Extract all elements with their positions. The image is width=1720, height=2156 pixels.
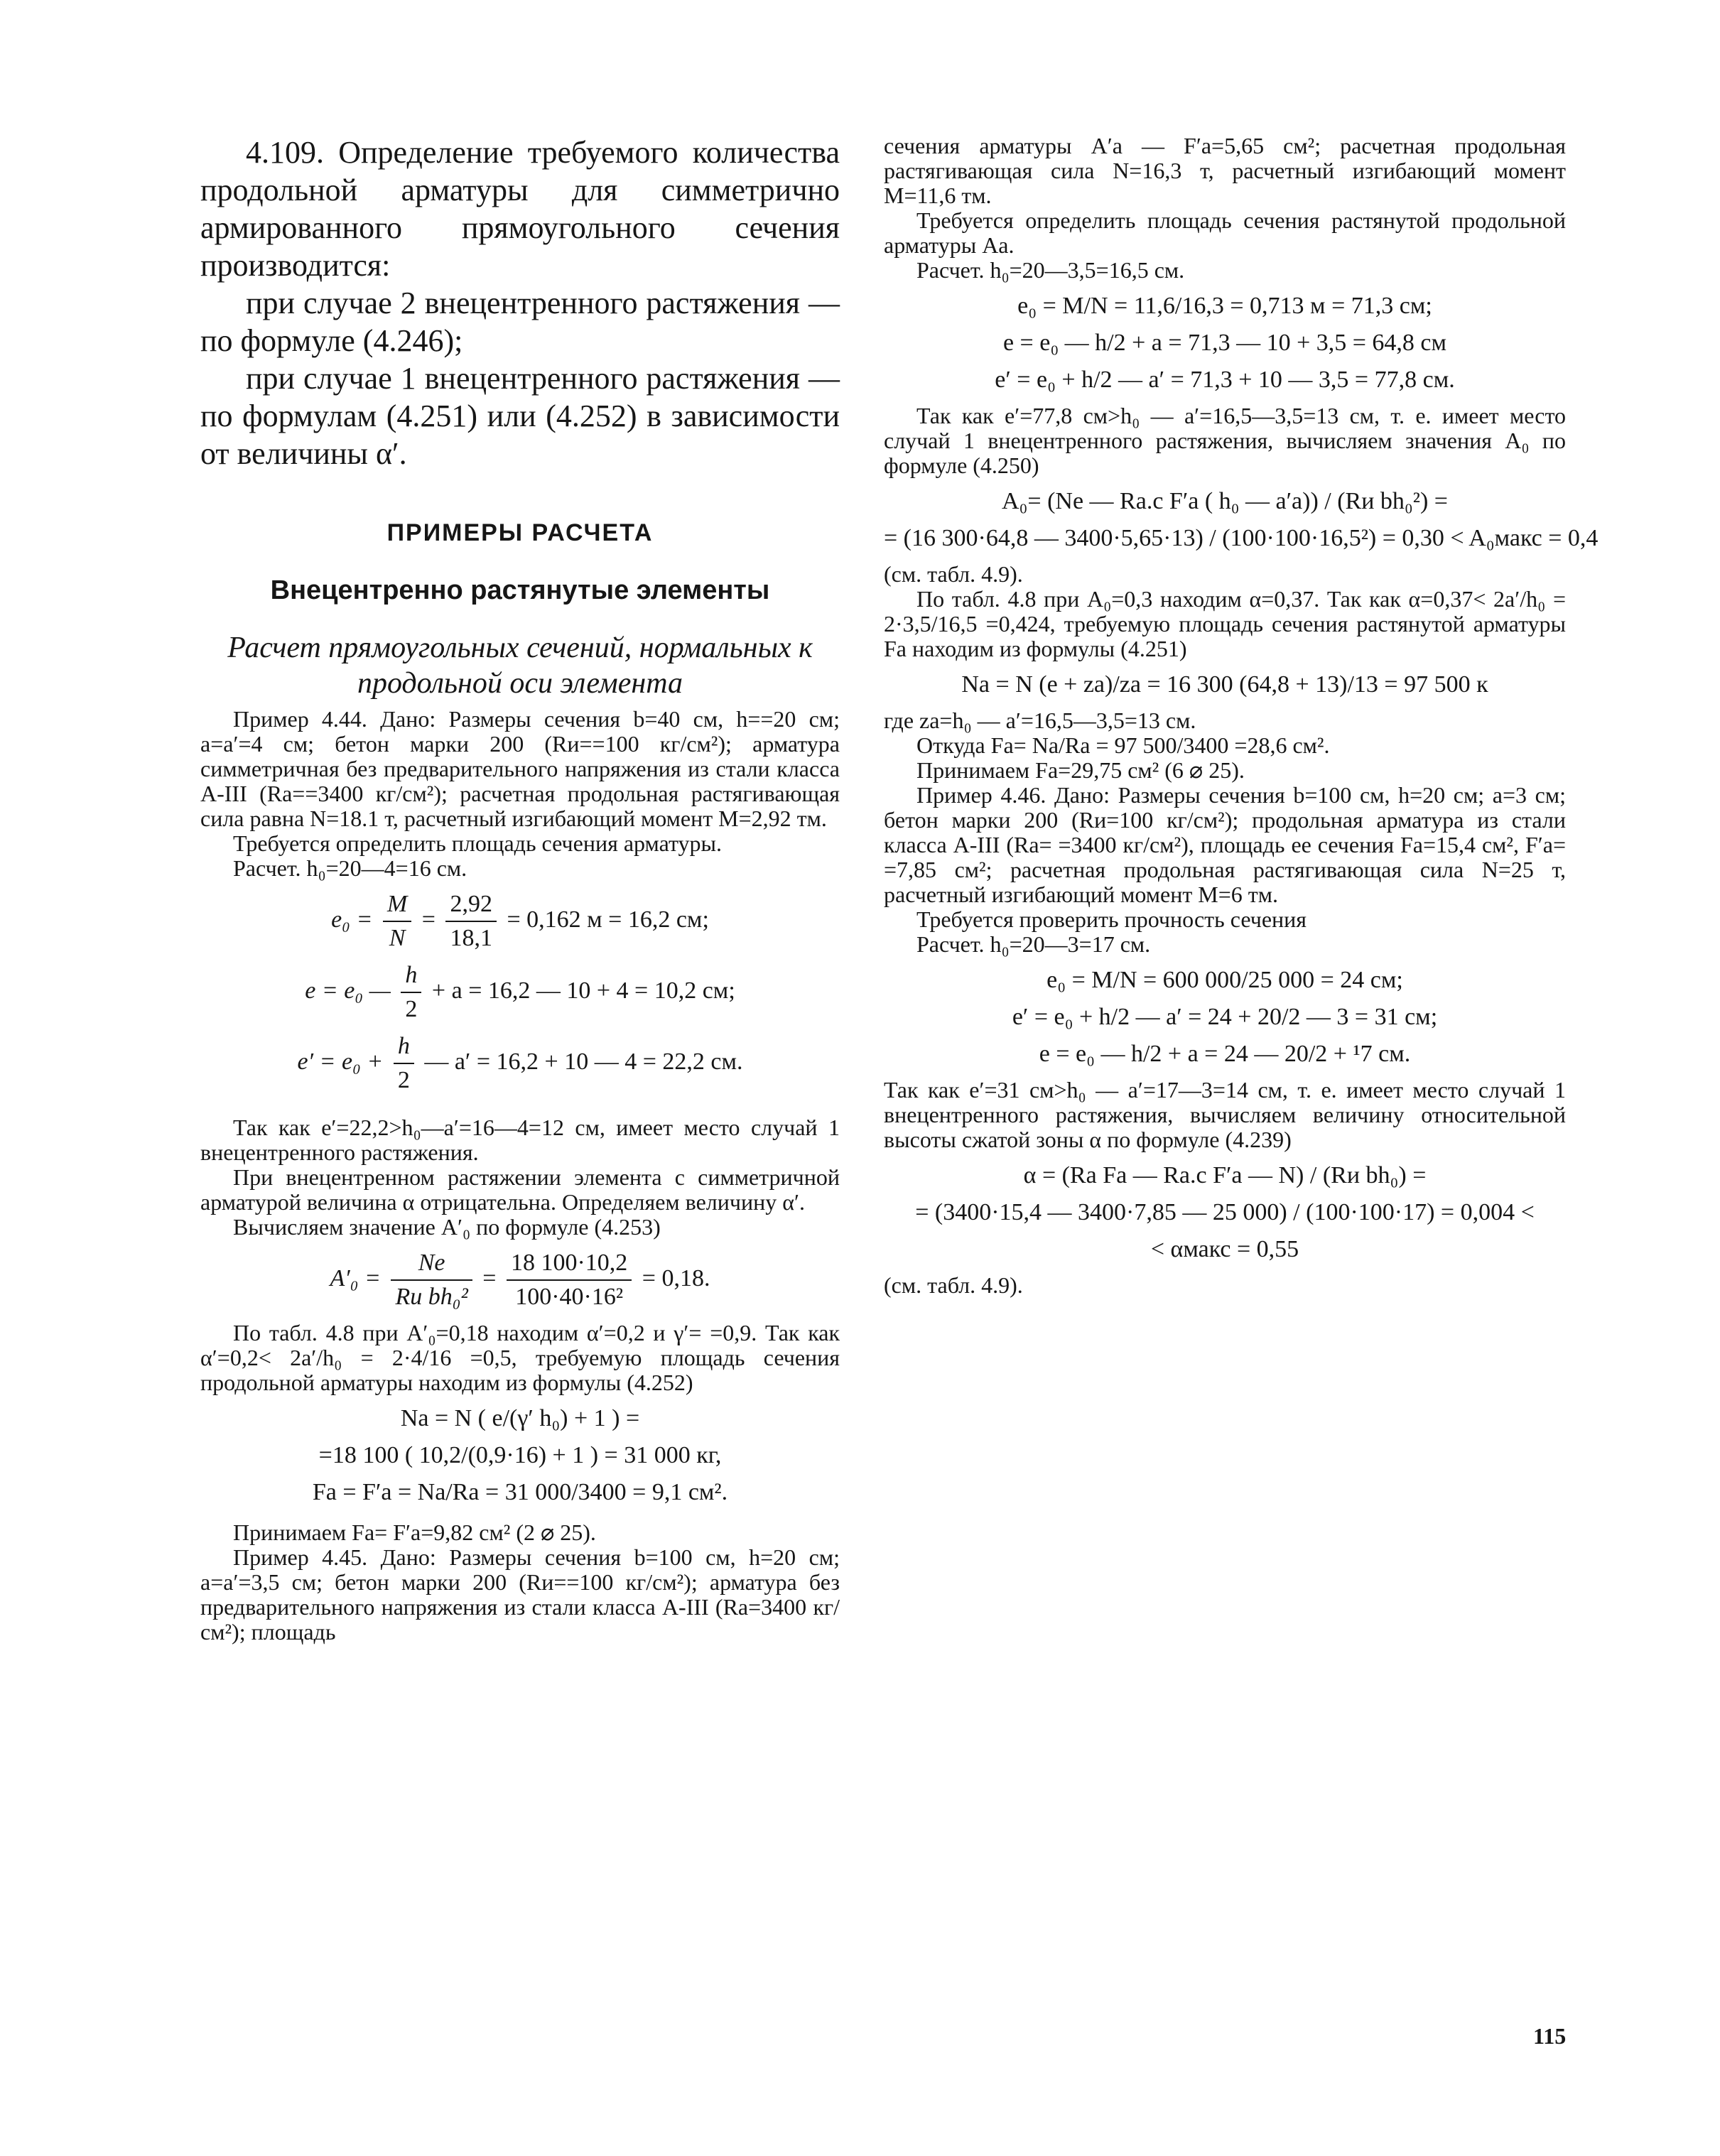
- formula-rhs: + a = 16,2 — 10 + 4 = 10,2 см;: [431, 977, 735, 1004]
- formula-e-3: e = e₀ — h/2 + a = 24 — 20/2 + ¹7 см.: [1039, 1041, 1411, 1067]
- fraction: [401, 962, 421, 1023]
- denominator: 100·40·16²: [515, 1284, 624, 1310]
- denominator: 2: [405, 996, 418, 1022]
- formula-na-2: Nа = N (e + zа)/zа = 16 300 (64,8 + 13)/13 = 97 500 к: [961, 671, 1488, 698]
- formula-lhs: e′ = e₀ +: [297, 1048, 384, 1075]
- right-column: [884, 133, 1599, 1298]
- paragraph-case2: при случае 2 внецентренного растяжения — по формуле (4.246);: [200, 286, 840, 358]
- formula-e-2: e = e₀ — h/2 + a = 71,3 — 10 + 3,5 = 64,8 см: [1002, 330, 1447, 356]
- example-4-45: Пример 4.45. Дано: Размеры сечения b=100 см, h=20 см; a=a′=3,5 см; бетон марки 200 (Rи==100 кг/см²); арматура без предварительного напряжения из стали класса A-III (Rа=3400 кг/см²); площадь: [200, 1544, 840, 1645]
- formula-rhs: — a′ = 16,2 + 10 — 4 = 22,2 см.: [424, 1048, 743, 1075]
- formula-na: Nа = N ( e/(γ′ h₀) + 1 ) =: [400, 1405, 640, 1431]
- fraction: [394, 1033, 414, 1094]
- formula-a0-value: = (16 300·64,8 — 3400·5,65·13) / (100·100·16,5²) = 0,30 < A₀макс = 0,4: [884, 525, 1599, 551]
- formula-lhs: e = e₀ —: [305, 977, 391, 1004]
- formula-lhs: e₀ =: [331, 906, 373, 933]
- formula-a0-2: A₀= (Ne — Rа.с F′а ( h₀ — a′а)) / (Rи bh₀²) =: [1002, 488, 1448, 514]
- paragraph-where: где zа=h₀ — a′=16,5—3,5=13 см.: [884, 708, 1196, 733]
- paragraph-accept-2: Принимаем Fа=29,75 см² (6 ⌀ 25).: [916, 757, 1245, 783]
- formula-alpha-value: = (3400·15,4 — 3400·7,85 — 25 000) / (100·100·17) = 0,004 <: [915, 1199, 1535, 1225]
- formula-lhs: A′₀ =: [330, 1264, 381, 1291]
- fraction: [391, 1250, 472, 1311]
- formula-alpha-max: < αмакс = 0,55: [1150, 1236, 1299, 1262]
- numerator: 18 100·10,2: [507, 1250, 632, 1281]
- formula-rhs: = 0,162 м = 16,2 см;: [507, 906, 709, 933]
- fraction: [445, 891, 497, 952]
- paragraph-accept: Принимаем Fа= F′а=9,82 см² (2 ⌀ 25).: [233, 1520, 596, 1545]
- formula-e0-3: e₀ = M/N = 600 000/25 000 = 24 см;: [1046, 967, 1403, 993]
- paragraph-case-2: Так как e′=77,8 см>h₀ — a′=16,5—3,5=13 см, т. е. имеет место случай 1 внецентренного растяжения, вычисляем значения A₀ по формуле (4.250): [884, 403, 1566, 478]
- formula-fa: Fа = F′а = Nа/Rа = 31 000/3400 = 9,1 см².: [312, 1479, 728, 1505]
- paragraph-continuation: сечения арматуры A′а — F′а=5,65 см²; расчетная продольная растягивающая сила N=16,3 т, расчетный изгибающий момент M=11,6 тм.: [884, 133, 1566, 208]
- paragraph-case-3: Так как e′=31 см>h₀ — a′=17—3=14 см, т. е. имеет место случай 1 внецентренного растяжения, вычисляем величину относительной высоты сжатой зоны α по формуле (4.239): [884, 1077, 1566, 1152]
- numerator: Ne: [391, 1250, 472, 1281]
- see-table-2: (см. табл. 4.9).: [884, 1272, 1023, 1298]
- see-table-1: (см. табл. 4.9).: [884, 561, 1023, 587]
- formula-na-value: =18 100 ( 10,2/(0,9·16) + 1 ) = 31 000 кг,: [318, 1442, 722, 1468]
- denominator: 2: [397, 1067, 410, 1093]
- numerator: M: [383, 891, 411, 922]
- requirement-3: Требуется проверить прочность сечения: [916, 906, 1307, 932]
- subsection-title: Внецентренно растянутые элементы: [270, 575, 770, 605]
- formula-e-prime-2: e′ = e₀ + h/2 — a′ = 71,3 + 10 — 3,5 = 77,8 см.: [995, 367, 1455, 393]
- formula-e0: e₀ = $\frac{M}{N}$ = $\frac{2,92}{18,1}$ = 0,162 м = 16,2 см;: [331, 891, 709, 951]
- formula-a0: A′₀ = $\frac{Ne}{\text{Rи bh₀²}}$ = $\frac{18 100\cdot 10,2}{\text{100·40·16²}}$ = 0,18.: [330, 1250, 710, 1310]
- example-4-46: Пример 4.46. Дано: Размеры сечения b=100 см, h=20 см; a=3 см; бетон марки 200 (Rи=100 кг/см²); продольная арматура из стали класса A-III (Rа= =3400 кг/см²), площадь ее сечения Fа=15,4 см², F′а= =7,85 см²; расчетная продольная растягивающая сила N=25 т, расчетный изгибающий момент M=6 тм.: [884, 782, 1567, 907]
- calc-1: Расчет. h₀=20—4=16 см.: [233, 855, 467, 881]
- requirement-1: Требуется определить площадь сечения арматуры.: [233, 830, 722, 856]
- paragraph-4-109: 4.109. Определение требуемого количества продольной арматуры для симметрично армированного прямоугольного сечения производится:: [200, 135, 840, 283]
- requirement-2: Требуется определить площадь сечения растянутой продольной арматуры Aа.: [884, 207, 1566, 258]
- numerator: 2,92: [445, 891, 497, 922]
- formula-e0-2: e₀ = M/N = 11,6/16,3 = 0,713 м = 71,3 см;: [1017, 293, 1432, 319]
- fraction: [383, 891, 411, 952]
- section-title: ПРИМЕРЫ РАСЧЕТА: [386, 519, 654, 546]
- left-column: [200, 134, 840, 1645]
- paragraph-case1: при случае 1 внецентренного растяжения — по формулам (4.251) или (4.252) в зависимости от величины α′.: [200, 361, 840, 471]
- fraction: [507, 1250, 632, 1311]
- paragraph-table: По табл. 4.8 при A′₀=0,18 находим α′=0,2 и γ′= =0,9. Так как α′=0,2< 2a′/h₀ = 2·4/16 =0,5, требуемую площадь сечения продольной арматуры находим из формулы (4.252): [200, 1320, 840, 1395]
- example-4-44: Пример 4.44. Дано: Размеры сечения b=40 см, h==20 см; a=a′=4 см; бетон марки 200 (Rи==100 кг/см²); арматура симметричная без предварительного напряжения из стали класса A-III (Rа==3400 кг/см²); расчетная продольная растягивающая сила равна N=18.1 т, расчетный изгибающий момент M=2,92 тм.: [200, 706, 840, 831]
- page-number: 115: [1533, 2023, 1567, 2049]
- formula-e-prime: [200, 1033, 840, 1094]
- denominator: Rи bh₀²: [395, 1284, 468, 1310]
- denominator: 18,1: [450, 925, 492, 951]
- formula-e-prime-3: e′ = e₀ + h/2 — a′ = 24 + 20/2 — 3 = 31 см;: [1012, 1004, 1438, 1030]
- formula-rhs: = 0,18.: [642, 1264, 710, 1291]
- formula-alpha: α = (Rа Fа — Rа.с F′а — N) / (Rи bh₀) =: [1023, 1162, 1427, 1188]
- numerator: h: [401, 962, 421, 993]
- paragraph-whence: Откуда Fа= Nа/Rа = 97 500/3400 =28,6 см².: [916, 732, 1330, 758]
- calc-3: Расчет. h₀=20—3=17 см.: [916, 931, 1151, 957]
- numerator: h: [394, 1033, 414, 1064]
- calc-2: Расчет. h₀=20—3,5=16,5 см.: [916, 257, 1185, 283]
- paragraph-case: Так как e′=22,2>h₀—a′=16—4=12 см, имеет место случай 1 внецентренного растяжения.: [200, 1115, 840, 1165]
- paragraph-symmetric: При внецентренном растяжении элемента с симметричной арматурой величина α отрицательна. Определяем величину α′.: [200, 1164, 840, 1215]
- italic-title: Расчет прямоугольных сечений, нормальных к продольной оси элемента: [227, 632, 813, 700]
- denominator: N: [389, 925, 406, 951]
- formula-e: [200, 962, 840, 1023]
- paragraph-a0: Вычисляем значение A′₀ по формуле (4.253): [233, 1214, 661, 1240]
- paragraph-table-2: По табл. 4.8 при A₀=0,3 находим α=0,37. Так как α=0,37< 2a′/h₀ = 2·3,5/16,5 =0,424, требуемую площадь сечения растянутой арматуры Fа находим из формулы (4.251): [884, 586, 1566, 661]
